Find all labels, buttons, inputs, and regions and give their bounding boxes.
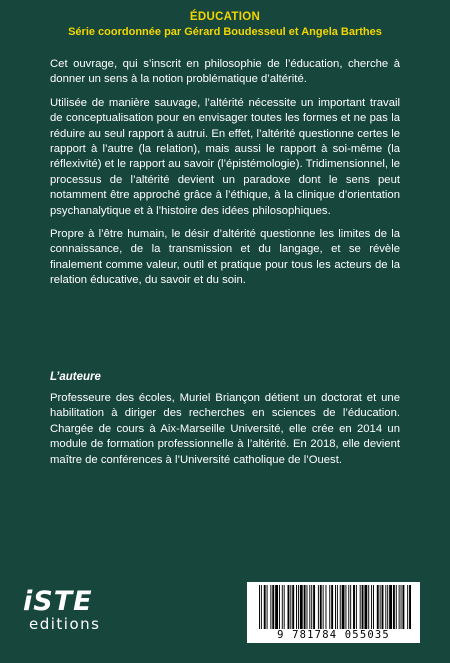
publisher-logo-text: editions — [29, 615, 101, 633]
publisher-logo — [23, 588, 143, 638]
book-description — [50, 57, 400, 297]
description-paragraph-1: Cet ouvrage, qui s’inscrit en philosophie de l’éducation, cherche à donner un sens à la notion problématique d’altérité. — [50, 58, 400, 86]
author-bio — [50, 391, 400, 468]
author-bio-paragraph: Professeure des écoles, Muriel Briançon détient un doctorat et une habilitation à diriger des recherches en sciences de l’éducation. Chargée de cours à Aix-Marseille Université, elle crée en 2014 un module de formation professionnelle à l’altérité. En 2018, elle devient maître de conférences à l’Université catholique de l’Ouest. — [50, 392, 400, 466]
barcode-bars — [257, 585, 412, 629]
description-paragraph-3: Propre à l’être humain, le désir d’altérité questionne les limites de la connaissance, de la transmission et du langage, et se révèle finalement comme valeur, outil et pratique pour tous les acteurs de la relation éducative, du savoir et du soin. — [50, 228, 400, 287]
description-paragraph-2: Utilisée de manière sauvage, l’altérité nécessite un important travail de conceptualisation pour en envisager toutes les formes et ne pas la réduire au seul rapport à autrui. En effet, l’altérité questionne certes le rapport à l’autre (la relation), mais aussi le rapport à soi-même (la réflexivité) et le rapport au savoir (l’épistémologie). Tridimensionnel, le processus de l’altérité devient un paradoxe dont le sens peut notamment être approché grâce à l’éthique, à la clinique d’orientation psychanalytique et à l’histoire des idées philosophiques. — [50, 96, 400, 217]
series-title: ÉDUCATION — [189, 11, 261, 23]
publisher-logo-mark: iSTE — [23, 586, 93, 617]
series-coordinators: Série coordonnée par Gérard Boudesseul et Angela Barthes — [68, 26, 382, 38]
barcode — [247, 582, 420, 643]
barcode-number: 9 781784 055035 — [277, 629, 390, 641]
author-heading: L’auteure — [50, 371, 101, 383]
series-header — [0, 10, 450, 39]
